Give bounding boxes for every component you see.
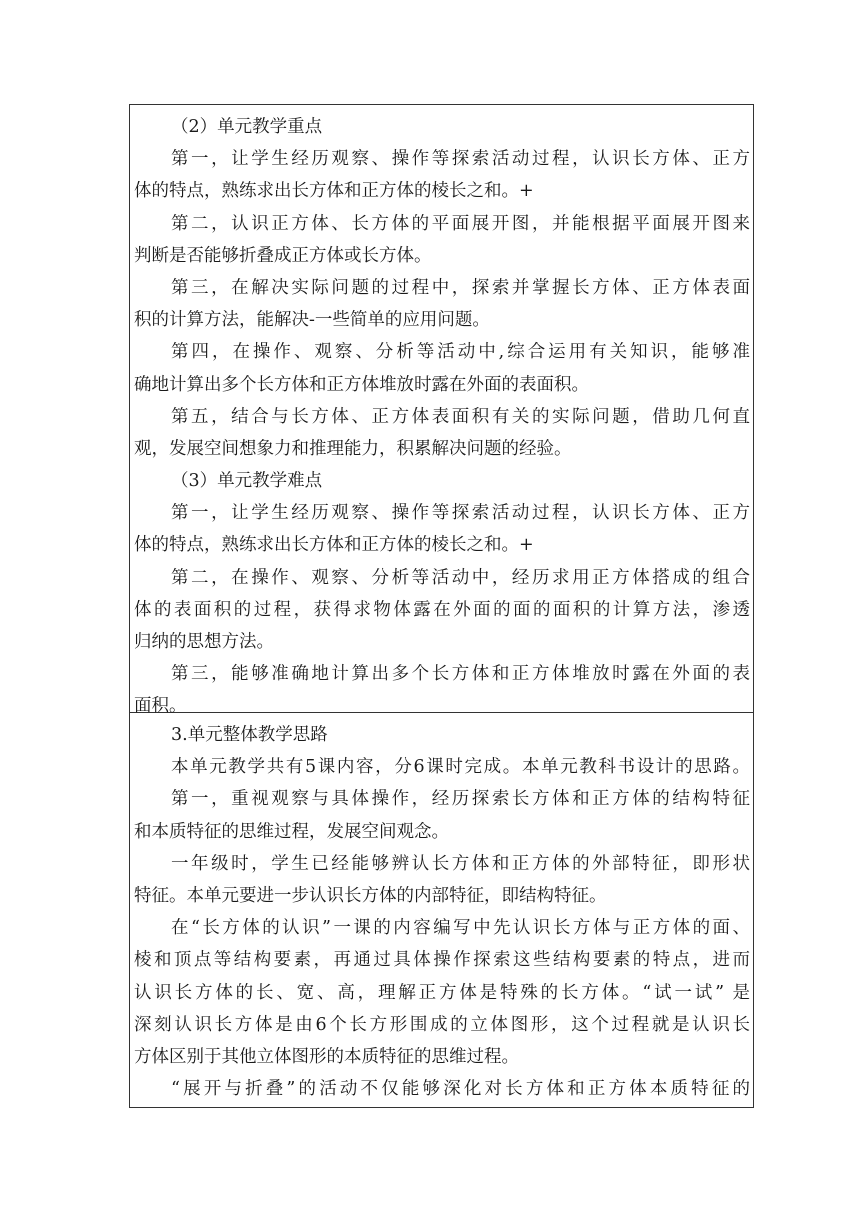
paragraph-line: 第五，结合与长方体、正方体表面积有关的实际问题，借助几何直	[171, 406, 750, 427]
paragraph-line: 第三，能够准确地计算出多个长方体和正方体堆放时露在外面的表	[171, 664, 750, 685]
paragraph-line: 第四，在操作、观察、分析等活动中,综合运用有关知识，能够准	[171, 342, 750, 363]
paragraph-line: 第一，让学生经历观察、操作等探索活动过程，认识长方体、正方	[171, 503, 750, 524]
table-cell-key-points	[130, 105, 753, 717]
paragraph-line: 判断是否能够折叠成正方体或长方体。	[134, 245, 432, 266]
paragraph-line: 观，发展空间想象力和推理能力，积累解决问题的经验。	[134, 438, 572, 459]
paragraph-line: 认识长方体的长、宽、高，理解正方体是特殊的长方体。“试一试” 是	[134, 982, 750, 1003]
paragraph-line: 面积。	[134, 696, 187, 717]
paragraph-line: 第一，让学生经历观察、操作等探索活动过程，认识长方体、正方	[171, 149, 750, 170]
paragraph-line: 和本质特征的思维过程，发展空间观念。	[134, 821, 449, 842]
paragraph-line: “展开与折叠”的活动不仅能够深化对长方体和正方体本质特征的	[171, 1079, 750, 1100]
paragraph-line: 积的计算方法，能解决-一些简单的应用问题。	[134, 310, 490, 331]
paragraph-line: 特征。本单元要进一步认识长方体的内部特征，即结构特征。	[134, 885, 607, 906]
paragraph-line: 在“长方体的认识”一课的内容编写中先认识长方体与正方体的面、	[171, 918, 750, 939]
paragraph-line: 第二，在操作、观察、分析等活动中，经历求用正方体搭成的组合	[171, 567, 750, 588]
paragraph-line: 体的特点，熟练求出长方体和正方体的棱长之和。+	[134, 535, 534, 556]
content-table	[129, 104, 754, 1108]
paragraph-line: 第一，重视观察与具体操作，经历探索长方体和正方体的结构特征	[171, 789, 750, 810]
paragraph-line: 确地计算出多个长方体和正方体堆放时露在外面的表面积。	[134, 374, 589, 395]
paragraph-line: 方体区别于其他立体图形的本质特征的思维过程。	[134, 1046, 519, 1067]
subheading-key-points: （2）单元教学重点	[171, 117, 323, 137]
paragraph-line: 第三，在解决实际问题的过程中，探索并掌握长方体、正方体表面	[171, 277, 750, 298]
paragraph-line: 体的特点，熟练求出长方体和正方体的棱长之和。+	[134, 181, 534, 202]
paragraph-line: 归纳的思想方法。	[134, 632, 274, 652]
paragraph-line: 体的表面积的过程，获得求物体露在外面的面的面积的计算方法，渗透	[134, 599, 750, 620]
paragraph-line: 一年级时，学生已经能够辨认长方体和正方体的外部特征，即形状	[171, 853, 750, 874]
paragraph-line: 本单元教学共有5课内容，分6课时完成。本单元教科书设计的思路。	[171, 757, 750, 778]
section-heading: 3.单元整体教学思路	[171, 725, 328, 745]
table-cell-teaching-approach	[130, 712, 753, 1107]
subheading-difficulties: （3）单元教学难点	[171, 471, 323, 492]
paragraph-line: 第二，认识正方体、长方体的平面展开图，并能根据平面展开图来	[171, 213, 750, 234]
paragraph-line: 棱和顶点等结构要素，再通过具体操作探索这些结构要素的特点，进而	[134, 950, 750, 971]
paragraph-line: 深刻认识长方体是由6个长方形围成的立体图形，这个过程就是认识长	[134, 1014, 750, 1035]
